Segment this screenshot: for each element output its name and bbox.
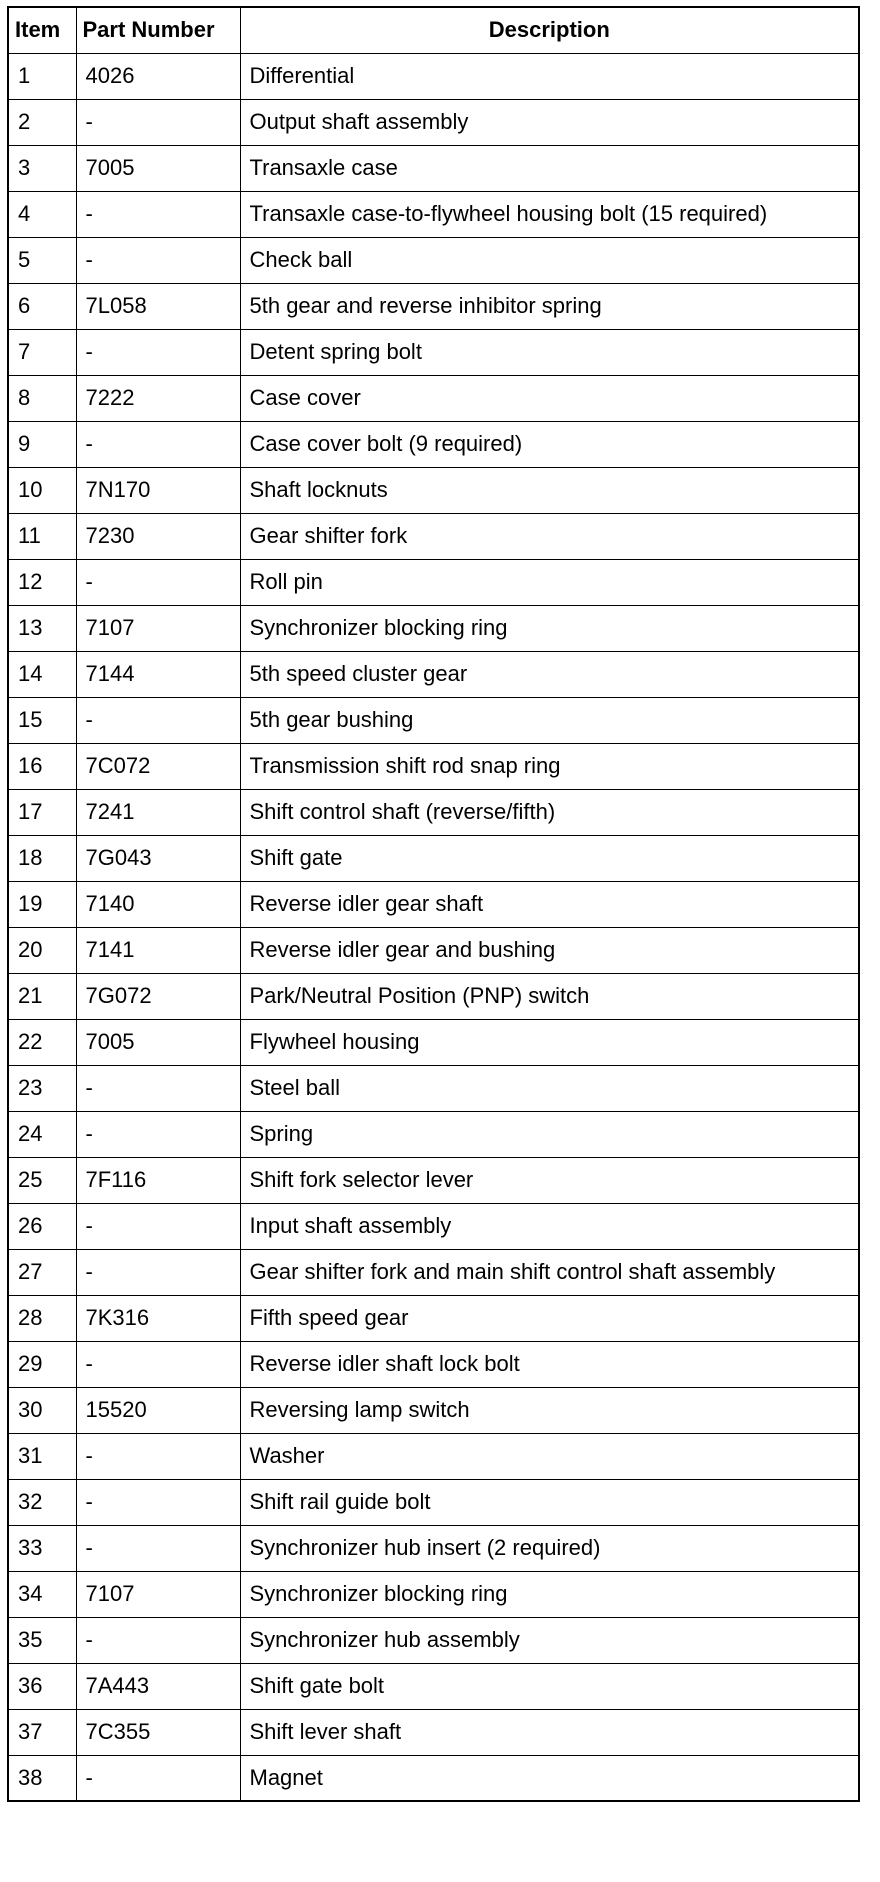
table-row	[8, 375, 859, 421]
cell-item: 18	[8, 835, 76, 881]
parts-table-container	[7, 6, 860, 1802]
cell-part-number: 7K316	[76, 1295, 240, 1341]
cell-item: 19	[8, 881, 76, 927]
cell-description: Shift rail guide bolt	[240, 1479, 859, 1525]
table-row	[8, 1203, 859, 1249]
cell-item: 22	[8, 1019, 76, 1065]
table-row	[8, 927, 859, 973]
cell-part-number: 7G043	[76, 835, 240, 881]
table-row	[8, 421, 859, 467]
table-row	[8, 237, 859, 283]
cell-item: 30	[8, 1387, 76, 1433]
cell-description: Shift lever shaft	[240, 1709, 859, 1755]
table-row	[8, 1663, 859, 1709]
header-row	[8, 7, 859, 53]
cell-part-number: 7C355	[76, 1709, 240, 1755]
table-row	[8, 881, 859, 927]
cell-description: Transaxle case-to-flywheel housing bolt (15 required)	[240, 191, 859, 237]
cell-item: 25	[8, 1157, 76, 1203]
cell-part-number: 7005	[76, 145, 240, 191]
cell-item: 3	[8, 145, 76, 191]
cell-item: 17	[8, 789, 76, 835]
cell-item: 33	[8, 1525, 76, 1571]
cell-description: Synchronizer blocking ring	[240, 605, 859, 651]
table-row	[8, 1433, 859, 1479]
cell-part-number: -	[76, 191, 240, 237]
cell-part-number: -	[76, 1433, 240, 1479]
table-row	[8, 1065, 859, 1111]
cell-description: Synchronizer blocking ring	[240, 1571, 859, 1617]
cell-part-number: 7F116	[76, 1157, 240, 1203]
table-row	[8, 1157, 859, 1203]
column-header-description: Description	[240, 7, 859, 53]
cell-item: 37	[8, 1709, 76, 1755]
cell-item: 32	[8, 1479, 76, 1525]
cell-item: 20	[8, 927, 76, 973]
cell-description: Case cover	[240, 375, 859, 421]
table-row	[8, 743, 859, 789]
cell-item: 5	[8, 237, 76, 283]
cell-description: Reverse idler gear shaft	[240, 881, 859, 927]
cell-description: Input shaft assembly	[240, 1203, 859, 1249]
cell-item: 13	[8, 605, 76, 651]
cell-description: Flywheel housing	[240, 1019, 859, 1065]
cell-part-number: -	[76, 237, 240, 283]
cell-description: Reverse idler shaft lock bolt	[240, 1341, 859, 1387]
cell-description: Shift gate	[240, 835, 859, 881]
cell-item: 11	[8, 513, 76, 559]
cell-part-number: -	[76, 1617, 240, 1663]
cell-item: 24	[8, 1111, 76, 1157]
cell-part-number: 7L058	[76, 283, 240, 329]
cell-description: Shaft locknuts	[240, 467, 859, 513]
cell-item: 12	[8, 559, 76, 605]
table-row	[8, 145, 859, 191]
cell-description: Roll pin	[240, 559, 859, 605]
cell-description: Shift gate bolt	[240, 1663, 859, 1709]
cell-item: 16	[8, 743, 76, 789]
cell-item: 21	[8, 973, 76, 1019]
cell-item: 28	[8, 1295, 76, 1341]
cell-item: 27	[8, 1249, 76, 1295]
table-row	[8, 1387, 859, 1433]
cell-description: Magnet	[240, 1755, 859, 1801]
table-row	[8, 467, 859, 513]
cell-part-number: 7140	[76, 881, 240, 927]
cell-part-number: 15520	[76, 1387, 240, 1433]
cell-part-number: -	[76, 99, 240, 145]
table-row	[8, 1249, 859, 1295]
table-row	[8, 835, 859, 881]
cell-part-number: 7G072	[76, 973, 240, 1019]
cell-description: Steel ball	[240, 1065, 859, 1111]
cell-description: Output shaft assembly	[240, 99, 859, 145]
cell-part-number: 7222	[76, 375, 240, 421]
table-row	[8, 973, 859, 1019]
cell-item: 34	[8, 1571, 76, 1617]
column-header-part-number: Part Number	[76, 7, 240, 53]
table-row	[8, 1479, 859, 1525]
cell-description: Gear shifter fork and main shift control shaft assembly	[240, 1249, 859, 1295]
cell-description: Shift fork selector lever	[240, 1157, 859, 1203]
cell-part-number: -	[76, 1111, 240, 1157]
cell-item: 8	[8, 375, 76, 421]
cell-item: 35	[8, 1617, 76, 1663]
table-row	[8, 1295, 859, 1341]
cell-item: 29	[8, 1341, 76, 1387]
cell-item: 7	[8, 329, 76, 375]
cell-item: 36	[8, 1663, 76, 1709]
cell-part-number: -	[76, 1249, 240, 1295]
cell-description: Synchronizer hub insert (2 required)	[240, 1525, 859, 1571]
cell-part-number: -	[76, 1065, 240, 1111]
table-row	[8, 789, 859, 835]
cell-description: Differential	[240, 53, 859, 99]
cell-item: 2	[8, 99, 76, 145]
cell-part-number: -	[76, 1525, 240, 1571]
cell-description: Detent spring bolt	[240, 329, 859, 375]
table-row	[8, 697, 859, 743]
cell-part-number: 7230	[76, 513, 240, 559]
cell-description: Washer	[240, 1433, 859, 1479]
table-row	[8, 1709, 859, 1755]
cell-description: Case cover bolt (9 required)	[240, 421, 859, 467]
table-row	[8, 283, 859, 329]
table-row	[8, 1571, 859, 1617]
table-row	[8, 1019, 859, 1065]
cell-part-number: -	[76, 1341, 240, 1387]
table-row	[8, 651, 859, 697]
cell-description: 5th gear and reverse inhibitor spring	[240, 283, 859, 329]
cell-part-number: -	[76, 329, 240, 375]
cell-item: 6	[8, 283, 76, 329]
cell-item: 14	[8, 651, 76, 697]
cell-description: Transmission shift rod snap ring	[240, 743, 859, 789]
cell-description: Fifth speed gear	[240, 1295, 859, 1341]
cell-item: 23	[8, 1065, 76, 1111]
cell-description: Transaxle case	[240, 145, 859, 191]
cell-description: Reversing lamp switch	[240, 1387, 859, 1433]
cell-item: 38	[8, 1755, 76, 1801]
cell-part-number: 7241	[76, 789, 240, 835]
cell-description: Shift control shaft (reverse/fifth)	[240, 789, 859, 835]
cell-part-number: 7C072	[76, 743, 240, 789]
table-row	[8, 191, 859, 237]
table-row	[8, 53, 859, 99]
cell-description: Synchronizer hub assembly	[240, 1617, 859, 1663]
table-row	[8, 1525, 859, 1571]
cell-part-number: -	[76, 1755, 240, 1801]
cell-item: 1	[8, 53, 76, 99]
table-row	[8, 1111, 859, 1157]
table-row	[8, 605, 859, 651]
cell-description: 5th speed cluster gear	[240, 651, 859, 697]
cell-part-number: 7N170	[76, 467, 240, 513]
table-row	[8, 1617, 859, 1663]
cell-part-number: 7107	[76, 605, 240, 651]
table-body	[8, 53, 859, 1801]
cell-part-number: 7141	[76, 927, 240, 973]
cell-part-number: 7005	[76, 1019, 240, 1065]
table-row	[8, 1755, 859, 1801]
cell-part-number: 4026	[76, 53, 240, 99]
cell-part-number: -	[76, 1479, 240, 1525]
cell-item: 26	[8, 1203, 76, 1249]
cell-description: Check ball	[240, 237, 859, 283]
cell-item: 4	[8, 191, 76, 237]
column-header-item: Item	[8, 7, 76, 53]
parts-table	[7, 6, 860, 1802]
cell-description: Reverse idler gear and bushing	[240, 927, 859, 973]
cell-description: 5th gear bushing	[240, 697, 859, 743]
cell-item: 10	[8, 467, 76, 513]
table-row	[8, 559, 859, 605]
cell-part-number: 7144	[76, 651, 240, 697]
cell-part-number: -	[76, 421, 240, 467]
table-header	[8, 7, 859, 53]
table-row	[8, 513, 859, 559]
cell-part-number: -	[76, 697, 240, 743]
cell-part-number: -	[76, 1203, 240, 1249]
cell-item: 9	[8, 421, 76, 467]
cell-description: Spring	[240, 1111, 859, 1157]
cell-item: 15	[8, 697, 76, 743]
cell-part-number: 7A443	[76, 1663, 240, 1709]
cell-part-number: -	[76, 559, 240, 605]
table-row	[8, 1341, 859, 1387]
table-row	[8, 329, 859, 375]
cell-item: 31	[8, 1433, 76, 1479]
cell-description: Park/Neutral Position (PNP) switch	[240, 973, 859, 1019]
cell-part-number: 7107	[76, 1571, 240, 1617]
cell-description: Gear shifter fork	[240, 513, 859, 559]
table-row	[8, 99, 859, 145]
